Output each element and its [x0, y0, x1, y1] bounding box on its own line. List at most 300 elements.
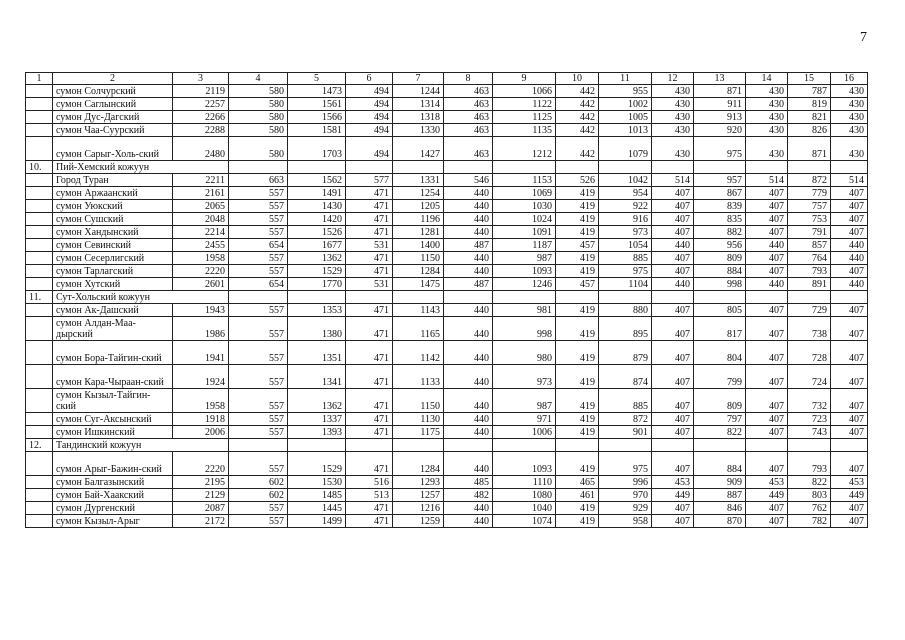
empty-cell — [346, 161, 393, 174]
value-cell: 1318 — [393, 111, 444, 124]
value-cell: 557 — [229, 213, 288, 226]
value-cell: 453 — [652, 476, 694, 489]
empty-cell — [746, 161, 788, 174]
value-cell: 471 — [346, 515, 393, 528]
column-number: 12 — [652, 73, 694, 85]
table-row — [26, 213, 868, 226]
value-cell: 1042 — [599, 174, 652, 187]
row-number — [26, 515, 53, 528]
value-cell: 430 — [652, 98, 694, 111]
value-cell: 407 — [831, 515, 868, 528]
value-cell: 1196 — [393, 213, 444, 226]
value-cell: 975 — [599, 265, 652, 278]
value-cell: 407 — [746, 252, 788, 265]
table-row — [26, 226, 868, 239]
value-cell: 407 — [652, 341, 694, 365]
value-cell: 809 — [694, 389, 746, 413]
value-cell: 471 — [346, 213, 393, 226]
row-number: 12. — [26, 439, 53, 452]
empty-cell — [599, 439, 652, 452]
empty-cell — [599, 291, 652, 304]
value-cell: 442 — [556, 98, 599, 111]
value-cell: 407 — [831, 341, 868, 365]
value-cell: 987 — [493, 252, 556, 265]
value-cell: 1259 — [393, 515, 444, 528]
value-cell: 1030 — [493, 200, 556, 213]
value-cell: 440 — [444, 252, 493, 265]
empty-cell — [393, 161, 444, 174]
locality-name: сумон Саглынский — [53, 98, 173, 111]
value-cell: 461 — [556, 489, 599, 502]
value-cell: 1150 — [393, 252, 444, 265]
value-cell: 419 — [556, 502, 599, 515]
row-number — [26, 489, 53, 502]
value-cell: 805 — [694, 304, 746, 317]
value-cell: 407 — [746, 200, 788, 213]
empty-cell — [444, 291, 493, 304]
value-cell: 1125 — [493, 111, 556, 124]
empty-cell — [652, 291, 694, 304]
row-number — [26, 252, 53, 265]
value-cell: 440 — [444, 213, 493, 226]
value-cell: 407 — [831, 502, 868, 515]
empty-cell — [694, 439, 746, 452]
value-cell: 654 — [229, 239, 288, 252]
value-cell: 407 — [746, 452, 788, 476]
empty-cell — [652, 161, 694, 174]
row-number — [26, 476, 53, 489]
value-cell: 929 — [599, 502, 652, 515]
value-cell: 1491 — [288, 187, 346, 200]
value-cell: 1473 — [288, 85, 346, 98]
value-cell: 1142 — [393, 341, 444, 365]
value-cell: 872 — [599, 413, 652, 426]
value-cell: 440 — [444, 389, 493, 413]
value-cell: 485 — [444, 476, 493, 489]
locality-name: сумон Хандынский — [53, 226, 173, 239]
value-cell: 440 — [444, 265, 493, 278]
empty-cell — [556, 439, 599, 452]
value-cell: 419 — [556, 226, 599, 239]
value-cell: 1529 — [288, 452, 346, 476]
table-row — [26, 200, 868, 213]
empty-cell — [831, 161, 868, 174]
value-cell: 981 — [493, 304, 556, 317]
table-row — [26, 187, 868, 200]
value-cell: 449 — [831, 489, 868, 502]
value-cell: 407 — [831, 413, 868, 426]
value-cell: 1024 — [493, 213, 556, 226]
row-number — [26, 365, 53, 389]
value-cell: 2480 — [173, 137, 229, 161]
empty-cell — [444, 439, 493, 452]
value-cell: 1499 — [288, 515, 346, 528]
value-cell: 958 — [599, 515, 652, 528]
value-cell: 407 — [831, 226, 868, 239]
row-number — [26, 452, 53, 476]
value-cell: 2601 — [173, 278, 229, 291]
row-number — [26, 502, 53, 515]
value-cell: 514 — [652, 174, 694, 187]
value-cell: 407 — [652, 515, 694, 528]
value-cell: 724 — [788, 365, 831, 389]
value-cell: 1986 — [173, 317, 229, 341]
table-row — [26, 502, 868, 515]
locality-name: сумон Ишкинский — [53, 426, 173, 439]
value-cell: 419 — [556, 252, 599, 265]
value-cell: 407 — [831, 426, 868, 439]
value-cell: 463 — [444, 124, 493, 137]
column-number: 11 — [599, 73, 652, 85]
row-number — [26, 317, 53, 341]
value-cell: 1216 — [393, 502, 444, 515]
value-cell: 2288 — [173, 124, 229, 137]
value-cell: 494 — [346, 111, 393, 124]
row-number — [26, 213, 53, 226]
value-cell: 970 — [599, 489, 652, 502]
value-cell: 407 — [831, 265, 868, 278]
table-row — [26, 476, 868, 489]
value-cell: 2129 — [173, 489, 229, 502]
value-cell: 1341 — [288, 365, 346, 389]
value-cell: 1005 — [599, 111, 652, 124]
value-cell: 407 — [831, 304, 868, 317]
row-number — [26, 187, 53, 200]
value-cell: 872 — [788, 174, 831, 187]
value-cell: 514 — [746, 174, 788, 187]
value-cell: 419 — [556, 213, 599, 226]
value-cell: 2087 — [173, 502, 229, 515]
value-cell: 2211 — [173, 174, 229, 187]
value-cell: 1941 — [173, 341, 229, 365]
value-cell: 885 — [599, 389, 652, 413]
value-cell: 764 — [788, 252, 831, 265]
column-number: 14 — [746, 73, 788, 85]
value-cell: 557 — [229, 502, 288, 515]
value-cell: 787 — [788, 85, 831, 98]
row-number — [26, 98, 53, 111]
value-cell: 1420 — [288, 213, 346, 226]
value-cell: 871 — [694, 85, 746, 98]
value-cell: 867 — [694, 187, 746, 200]
value-cell: 913 — [694, 111, 746, 124]
value-cell: 916 — [599, 213, 652, 226]
value-cell: 871 — [788, 137, 831, 161]
value-cell: 822 — [694, 426, 746, 439]
row-number — [26, 200, 53, 213]
value-cell: 407 — [746, 341, 788, 365]
empty-cell — [831, 291, 868, 304]
column-number: 7 — [393, 73, 444, 85]
locality-name: сумон Сушский — [53, 213, 173, 226]
value-cell: 822 — [788, 476, 831, 489]
column-number: 9 — [493, 73, 556, 85]
value-cell: 440 — [444, 187, 493, 200]
column-number: 10 — [556, 73, 599, 85]
value-cell: 909 — [694, 476, 746, 489]
value-cell: 1054 — [599, 239, 652, 252]
value-cell: 920 — [694, 124, 746, 137]
value-cell: 430 — [652, 137, 694, 161]
value-cell: 1133 — [393, 365, 444, 389]
value-cell: 799 — [694, 365, 746, 389]
value-cell: 430 — [652, 124, 694, 137]
value-cell: 440 — [746, 278, 788, 291]
value-cell: 419 — [556, 365, 599, 389]
empty-cell — [493, 291, 556, 304]
value-cell: 557 — [229, 226, 288, 239]
value-cell: 846 — [694, 502, 746, 515]
value-cell: 407 — [652, 502, 694, 515]
value-cell: 577 — [346, 174, 393, 187]
value-cell: 407 — [746, 365, 788, 389]
value-cell: 1445 — [288, 502, 346, 515]
value-cell: 2220 — [173, 452, 229, 476]
value-cell: 494 — [346, 137, 393, 161]
value-cell: 557 — [229, 515, 288, 528]
district-row — [26, 439, 868, 452]
value-cell: 973 — [599, 226, 652, 239]
value-cell: 471 — [346, 252, 393, 265]
value-cell: 407 — [652, 200, 694, 213]
column-number: 8 — [444, 73, 493, 85]
empty-cell — [493, 439, 556, 452]
value-cell: 887 — [694, 489, 746, 502]
value-cell: 954 — [599, 187, 652, 200]
row-number — [26, 124, 53, 137]
locality-name: сумон Балгазынский — [53, 476, 173, 489]
value-cell: 453 — [831, 476, 868, 489]
value-cell: 407 — [746, 389, 788, 413]
value-cell: 1677 — [288, 239, 346, 252]
locality-name: сумон Уюкский — [53, 200, 173, 213]
table-row — [26, 124, 868, 137]
value-cell: 2266 — [173, 111, 229, 124]
value-cell: 487 — [444, 278, 493, 291]
table-row — [26, 85, 868, 98]
value-cell: 419 — [556, 389, 599, 413]
value-cell: 471 — [346, 365, 393, 389]
value-cell: 440 — [444, 515, 493, 528]
row-number — [26, 389, 53, 413]
value-cell: 2214 — [173, 226, 229, 239]
value-cell: 975 — [694, 137, 746, 161]
value-cell: 973 — [493, 365, 556, 389]
table-row — [26, 304, 868, 317]
value-cell: 440 — [831, 239, 868, 252]
empty-cell — [444, 161, 493, 174]
empty-cell — [788, 439, 831, 452]
table-row — [26, 515, 868, 528]
locality-name: сумон Кызыл-Арыг — [53, 515, 173, 528]
value-cell: 1175 — [393, 426, 444, 439]
row-number — [26, 426, 53, 439]
value-cell: 419 — [556, 426, 599, 439]
value-cell: 835 — [694, 213, 746, 226]
value-cell: 1293 — [393, 476, 444, 489]
value-cell: 463 — [444, 85, 493, 98]
value-cell: 407 — [652, 317, 694, 341]
column-number: 1 — [26, 73, 53, 85]
empty-cell — [694, 161, 746, 174]
table-row — [26, 365, 868, 389]
value-cell: 1135 — [493, 124, 556, 137]
value-cell: 1362 — [288, 389, 346, 413]
value-cell: 557 — [229, 317, 288, 341]
value-cell: 654 — [229, 278, 288, 291]
value-cell: 884 — [694, 265, 746, 278]
value-cell: 440 — [444, 341, 493, 365]
locality-name: сумон Кызыл-Тайгин-ский — [53, 389, 173, 413]
value-cell: 463 — [444, 137, 493, 161]
locality-name: сумон Дургенский — [53, 502, 173, 515]
value-cell: 1485 — [288, 489, 346, 502]
value-cell: 442 — [556, 124, 599, 137]
empty-cell — [788, 291, 831, 304]
value-cell: 791 — [788, 226, 831, 239]
table-body — [26, 73, 868, 528]
value-cell: 1069 — [493, 187, 556, 200]
value-cell: 870 — [694, 515, 746, 528]
value-cell: 1393 — [288, 426, 346, 439]
value-cell: 1093 — [493, 452, 556, 476]
locality-name: сумон Сарыг-Холь-ский — [53, 137, 173, 161]
value-cell: 804 — [694, 341, 746, 365]
value-cell: 407 — [831, 452, 868, 476]
value-cell: 580 — [229, 124, 288, 137]
value-cell: 1362 — [288, 252, 346, 265]
page-number: 7 — [860, 30, 867, 45]
value-cell: 955 — [599, 85, 652, 98]
value-cell: 471 — [346, 452, 393, 476]
value-cell: 1079 — [599, 137, 652, 161]
column-number-row — [26, 73, 868, 85]
value-cell: 728 — [788, 341, 831, 365]
value-cell: 440 — [652, 239, 694, 252]
row-number — [26, 278, 53, 291]
table-row — [26, 389, 868, 413]
value-cell: 895 — [599, 317, 652, 341]
value-cell: 557 — [229, 265, 288, 278]
value-cell: 922 — [599, 200, 652, 213]
value-cell: 494 — [346, 124, 393, 137]
value-cell: 2195 — [173, 476, 229, 489]
value-cell: 457 — [556, 239, 599, 252]
value-cell: 1918 — [173, 413, 229, 426]
value-cell: 1130 — [393, 413, 444, 426]
row-number: 10. — [26, 161, 53, 174]
value-cell: 1427 — [393, 137, 444, 161]
value-cell: 1337 — [288, 413, 346, 426]
row-number — [26, 85, 53, 98]
empty-cell — [556, 161, 599, 174]
value-cell: 430 — [831, 124, 868, 137]
value-cell: 407 — [652, 252, 694, 265]
value-cell: 1153 — [493, 174, 556, 187]
value-cell: 407 — [652, 365, 694, 389]
empty-cell — [229, 161, 288, 174]
value-cell: 494 — [346, 98, 393, 111]
value-cell: 440 — [444, 452, 493, 476]
value-cell: 782 — [788, 515, 831, 528]
value-cell: 430 — [746, 111, 788, 124]
value-cell: 407 — [652, 265, 694, 278]
empty-cell — [229, 439, 288, 452]
value-cell: 471 — [346, 265, 393, 278]
value-cell: 793 — [788, 265, 831, 278]
value-cell: 882 — [694, 226, 746, 239]
table-row — [26, 413, 868, 426]
value-cell: 1284 — [393, 265, 444, 278]
table-row — [26, 317, 868, 341]
locality-name: сумон Солчурский — [53, 85, 173, 98]
empty-cell — [556, 291, 599, 304]
value-cell: 440 — [652, 278, 694, 291]
value-cell: 407 — [746, 187, 788, 200]
value-cell: 663 — [229, 174, 288, 187]
value-cell: 971 — [493, 413, 556, 426]
value-cell: 1703 — [288, 137, 346, 161]
value-cell: 1066 — [493, 85, 556, 98]
value-cell: 1002 — [599, 98, 652, 111]
value-cell: 471 — [346, 317, 393, 341]
value-cell: 729 — [788, 304, 831, 317]
value-cell: 407 — [746, 502, 788, 515]
value-cell: 2119 — [173, 85, 229, 98]
value-cell: 1093 — [493, 265, 556, 278]
value-cell: 1958 — [173, 252, 229, 265]
value-cell: 494 — [346, 85, 393, 98]
value-cell: 1353 — [288, 304, 346, 317]
value-cell: 531 — [346, 278, 393, 291]
value-cell: 449 — [652, 489, 694, 502]
value-cell: 1400 — [393, 239, 444, 252]
district-name: Пий-Хемский кожуун — [53, 161, 229, 174]
value-cell: 1187 — [493, 239, 556, 252]
value-cell: 821 — [788, 111, 831, 124]
value-cell: 557 — [229, 252, 288, 265]
value-cell: 449 — [746, 489, 788, 502]
empty-cell — [652, 439, 694, 452]
value-cell: 880 — [599, 304, 652, 317]
value-cell: 407 — [746, 265, 788, 278]
data-table — [25, 72, 868, 528]
empty-cell — [229, 291, 288, 304]
value-cell: 407 — [746, 304, 788, 317]
value-cell: 879 — [599, 341, 652, 365]
value-cell: 1074 — [493, 515, 556, 528]
table-row — [26, 341, 868, 365]
value-cell: 419 — [556, 187, 599, 200]
locality-name: сумон Тарлагский — [53, 265, 173, 278]
value-cell: 1013 — [599, 124, 652, 137]
column-number: 16 — [831, 73, 868, 85]
value-cell: 817 — [694, 317, 746, 341]
value-cell: 407 — [746, 213, 788, 226]
value-cell: 1244 — [393, 85, 444, 98]
value-cell: 779 — [788, 187, 831, 200]
value-cell: 557 — [229, 304, 288, 317]
value-cell: 471 — [346, 226, 393, 239]
value-cell: 1958 — [173, 389, 229, 413]
value-cell: 1150 — [393, 389, 444, 413]
locality-name: сумон Аржаанский — [53, 187, 173, 200]
value-cell: 874 — [599, 365, 652, 389]
district-row — [26, 161, 868, 174]
value-cell: 407 — [652, 452, 694, 476]
value-cell: 1254 — [393, 187, 444, 200]
empty-cell — [346, 439, 393, 452]
